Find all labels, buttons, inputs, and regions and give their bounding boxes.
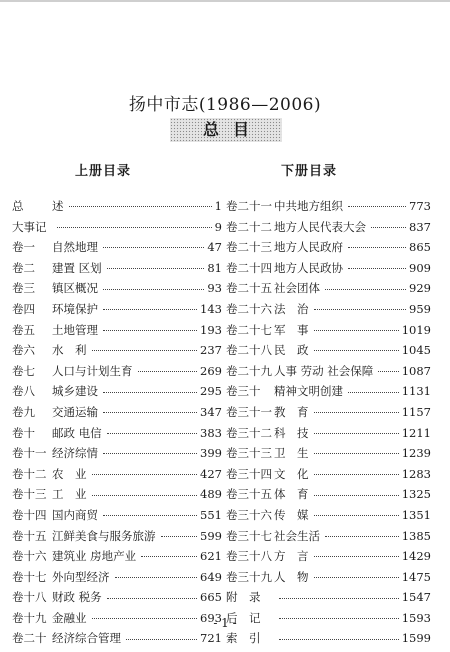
toc-volume-label: 卷二十五 <box>226 281 272 296</box>
toc-right-list <box>226 196 431 649</box>
toc-leader-dots <box>279 638 399 640</box>
toc-leader-dots <box>126 638 197 640</box>
toc-leader-dots <box>378 370 398 372</box>
toc-volume-label: 卷二 <box>12 260 35 275</box>
toc-volume-label: 卷二十六 <box>226 301 272 316</box>
toc-entry-title: 精神文明创建 <box>274 384 343 399</box>
toc-entry-title: 体 育 <box>274 487 309 502</box>
toc-volume-label: 卷三十九 <box>226 569 272 584</box>
toc-entry <box>12 381 222 402</box>
toc-page-number: 237 <box>200 343 222 358</box>
toc-page-number: 1045 <box>401 343 431 358</box>
toc-leader-dots <box>325 288 406 290</box>
toc-volume-label: 卷五 <box>12 322 35 337</box>
toc-page-number: 1351 <box>401 507 431 522</box>
toc-entry-title: 自然地理 <box>52 240 98 255</box>
toc-page-number: 399 <box>200 446 222 461</box>
toc-entry <box>12 196 222 217</box>
toc-entry <box>12 423 222 444</box>
toc-page-number: 1019 <box>401 322 431 337</box>
toc-page-number: 1239 <box>401 446 431 461</box>
toc-page-number: 1547 <box>401 590 431 605</box>
toc-page-number: 1429 <box>401 549 431 564</box>
toc-volume-label: 卷十七 <box>12 569 47 584</box>
toc-entry <box>12 340 222 361</box>
toc-volume-label: 卷三十一 <box>226 404 272 419</box>
toc-entry <box>12 402 222 423</box>
toc-entry-title: 人口与计划生育 <box>52 363 133 378</box>
toc-entry-title: 科 技 <box>274 425 309 440</box>
toc-volume-label: 卷三十七 <box>226 528 272 543</box>
toc-page-number: 1475 <box>401 569 431 584</box>
toc-volume-label: 卷十四 <box>12 507 47 522</box>
toc-volume-label: 附 录 <box>226 590 261 605</box>
book-title: 扬中市志(1986—2006) <box>128 95 322 115</box>
toc-entry <box>12 628 222 649</box>
toc-page-number: 665 <box>200 590 222 605</box>
toc-page-number: 295 <box>200 384 222 399</box>
toc-page-number: 269 <box>200 363 222 378</box>
toc-left-list <box>12 196 222 649</box>
toc-volume-label: 卷八 <box>12 384 35 399</box>
toc-entry <box>226 567 431 588</box>
toc-entry <box>12 546 222 567</box>
toc-volume-label: 卷十三 <box>12 487 47 502</box>
toc-entry <box>226 320 431 341</box>
toc-entry-title: 经济综合管理 <box>52 631 121 646</box>
toc-volume-label: 卷十九 <box>12 610 47 625</box>
toc-leader-dots <box>348 267 406 269</box>
toc-entry-title: 工 业 <box>52 487 87 502</box>
toc-page-number: 621 <box>200 549 222 564</box>
toc-leader-dots <box>161 535 198 537</box>
toc-leader-dots <box>314 576 399 578</box>
toc-entry <box>226 423 431 444</box>
toc-entry <box>12 443 222 464</box>
toc-entry <box>12 587 222 608</box>
toc-entry <box>12 258 222 279</box>
toc-entry <box>226 258 431 279</box>
toc-entry-title: 教 育 <box>274 404 309 419</box>
toc-entry <box>12 237 222 258</box>
toc-page-number: 193 <box>200 322 222 337</box>
toc-entry <box>226 484 431 505</box>
toc-entry-title: 江鲜美食与服务旅游 <box>52 528 156 543</box>
toc-entry <box>226 628 431 649</box>
toc-leader-dots <box>69 205 212 207</box>
toc-volume-label: 卷二十二 <box>226 219 272 234</box>
toc-volume-label: 卷二十四 <box>226 260 272 275</box>
toc-entry-title: 镇区概况 <box>52 281 98 296</box>
toc-entry <box>226 361 431 382</box>
toc-entry-title: 人事 劳动 社会保障 <box>274 363 374 378</box>
toc-entry-title: 建筑业 房地产业 <box>52 549 137 564</box>
toc-entry <box>12 484 222 505</box>
toc-entry-title: 述 <box>52 199 64 213</box>
toc-leader-dots <box>314 308 407 310</box>
toc-entry <box>12 505 222 526</box>
toc-page-number: 721 <box>200 631 222 646</box>
toc-page-number: 47 <box>207 240 222 255</box>
toc-volume-label: 卷六 <box>12 343 35 358</box>
toc-page-number: 909 <box>409 260 431 275</box>
toc-leader-dots <box>115 576 198 578</box>
toc-entry <box>226 196 431 217</box>
toc-page-number: 81 <box>207 260 222 275</box>
toc-entry <box>226 526 431 547</box>
main-title: 总目 <box>170 118 282 142</box>
toc-entry-title: 卫 生 <box>274 446 309 461</box>
page-number: - 1 - <box>213 616 237 630</box>
toc-leader-dots <box>92 494 198 496</box>
right-column-heading: 下册目录 <box>280 164 337 179</box>
toc-leader-dots <box>107 267 205 269</box>
toc-volume-label: 卷十五 <box>12 528 47 543</box>
toc-page-number: 1325 <box>401 487 431 502</box>
toc-entry-title: 人 物 <box>274 569 309 584</box>
toc-entry <box>12 526 222 547</box>
toc-entry-title: 地方人民代表大会 <box>274 219 366 234</box>
toc-leader-dots <box>141 555 197 557</box>
toc-entry-title: 建置 区划 <box>52 260 102 275</box>
toc-leader-dots <box>103 308 197 310</box>
toc-volume-label: 卷三十三 <box>226 446 272 461</box>
toc-entry <box>12 217 222 238</box>
toc-entry-title: 社会生活 <box>274 528 320 543</box>
toc-volume-label: 卷三 <box>12 281 35 296</box>
left-column-heading: 上册目录 <box>74 164 131 179</box>
toc-volume-label: 卷二十 <box>12 631 47 646</box>
toc-page-number: 1283 <box>401 466 431 481</box>
toc-entry-title: 文 化 <box>274 466 309 481</box>
toc-leader-dots <box>314 349 399 351</box>
toc-volume-label: 卷二十七 <box>226 322 272 337</box>
toc-leader-dots <box>314 411 399 413</box>
toc-page-number: 693 <box>200 610 222 625</box>
toc-leader-dots <box>103 288 204 290</box>
toc-leader-dots <box>314 514 399 516</box>
toc-volume-label: 卷三十 <box>226 384 261 399</box>
toc-leader-dots <box>314 432 399 434</box>
toc-leader-dots <box>314 329 399 331</box>
toc-leader-dots <box>371 226 406 228</box>
toc-volume-label: 卷十八 <box>12 590 47 605</box>
toc-entry-title: 社会团体 <box>274 281 320 296</box>
toc-entry-title: 地方人民政协 <box>274 260 343 275</box>
toc-entry <box>226 340 431 361</box>
toc-entry <box>226 278 431 299</box>
toc-entry <box>226 237 431 258</box>
toc-page-number: 773 <box>409 199 431 213</box>
toc-volume-label: 卷九 <box>12 404 35 419</box>
toc-volume-label: 卷三十八 <box>226 549 272 564</box>
toc-leader-dots <box>103 329 197 331</box>
toc-page-number: 1157 <box>401 404 431 419</box>
toc-volume-label: 卷十六 <box>12 549 47 564</box>
toc-entry-title: 法 治 <box>274 301 309 316</box>
toc-entry-title: 金融业 <box>52 610 87 625</box>
toc-entry-title: 财政 税务 <box>52 590 102 605</box>
toc-leader-dots <box>57 226 212 228</box>
toc-volume-label: 卷三十五 <box>226 487 272 502</box>
toc-leader-dots <box>103 411 197 413</box>
toc-entry <box>12 320 222 341</box>
toc-page-number: 489 <box>200 487 222 502</box>
toc-entry <box>226 505 431 526</box>
toc-volume-label: 大事记 <box>12 219 47 234</box>
toc-leader-dots <box>103 452 197 454</box>
toc-page-number: 143 <box>200 301 222 316</box>
toc-leader-dots <box>348 246 406 248</box>
toc-volume-label: 总 <box>12 199 24 213</box>
toc-page-number: 9 <box>214 219 222 234</box>
toc-entry-title: 传 媒 <box>274 507 309 522</box>
toc-entry-title: 中共地方组织 <box>274 199 343 213</box>
toc-leader-dots <box>107 432 197 434</box>
toc-entry-title: 民 政 <box>274 343 309 358</box>
toc-entry-title: 农 业 <box>52 466 87 481</box>
toc-page-number: 865 <box>409 240 431 255</box>
toc-entry-title: 地方人民政府 <box>274 240 343 255</box>
toc-page-number: 347 <box>200 404 222 419</box>
toc-page-number: 1 <box>214 199 222 213</box>
toc-entry-title: 土地管理 <box>52 322 98 337</box>
toc-volume-label: 卷四 <box>12 301 35 316</box>
toc-page-number: 1599 <box>401 631 431 646</box>
toc-entry <box>226 217 431 238</box>
toc-entry-title: 水 利 <box>52 343 87 358</box>
toc-entry-title: 国内商贸 <box>52 507 98 522</box>
toc-entry <box>226 464 431 485</box>
toc-volume-label: 卷十一 <box>12 446 47 461</box>
toc-leader-dots <box>103 246 204 248</box>
toc-entry-title: 军 事 <box>274 322 309 337</box>
toc-volume-label: 卷二十三 <box>226 240 272 255</box>
toc-volume-label: 卷二十一 <box>226 199 272 213</box>
toc-page-number: 599 <box>200 528 222 543</box>
toc-entry <box>12 278 222 299</box>
toc-leader-dots <box>279 597 399 599</box>
toc-page-number: 1385 <box>401 528 431 543</box>
toc-volume-label: 索 引 <box>226 631 261 646</box>
toc-leader-dots <box>138 370 198 372</box>
toc-volume-label: 卷二十八 <box>226 343 272 358</box>
toc-volume-label: 卷十 <box>12 425 35 440</box>
toc-page-number: 1087 <box>401 363 431 378</box>
toc-entry <box>226 443 431 464</box>
toc-page-number: 837 <box>409 219 431 234</box>
toc-page-number: 551 <box>200 507 222 522</box>
toc-entry-title: 邮政 电信 <box>52 425 102 440</box>
toc-entry <box>12 361 222 382</box>
toc-entry <box>226 299 431 320</box>
toc-page-number: 1593 <box>401 610 431 625</box>
toc-leader-dots <box>103 514 197 516</box>
toc-page-number: 93 <box>207 281 222 296</box>
toc-entry <box>12 567 222 588</box>
toc-page-number: 427 <box>200 466 222 481</box>
toc-entry-title: 方 言 <box>274 549 309 564</box>
toc-volume-label: 卷三十六 <box>226 507 272 522</box>
toc-entry <box>12 464 222 485</box>
toc-page-number: 383 <box>200 425 222 440</box>
toc-page-number: 649 <box>200 569 222 584</box>
toc-volume-label: 卷七 <box>12 363 35 378</box>
toc-entry-title: 环境保护 <box>52 301 98 316</box>
toc-entry-title: 城乡建设 <box>52 384 98 399</box>
toc-page-number: 1131 <box>401 384 431 399</box>
toc-entry <box>12 299 222 320</box>
toc-leader-dots <box>103 391 197 393</box>
toc-entry-title: 经济综情 <box>52 446 98 461</box>
toc-entry <box>226 402 431 423</box>
toc-leader-dots <box>92 473 198 475</box>
toc-leader-dots <box>107 597 197 599</box>
toc-entry-title: 交通运输 <box>52 404 98 419</box>
toc-leader-dots <box>348 391 399 393</box>
toc-volume-label: 卷三十二 <box>226 425 272 440</box>
toc-leader-dots <box>314 555 399 557</box>
toc-entry <box>226 381 431 402</box>
toc-volume-label: 卷二十九 <box>226 363 272 378</box>
page-top-rule <box>0 0 450 2</box>
toc-volume-label: 卷三十四 <box>226 466 272 481</box>
toc-leader-dots <box>314 494 399 496</box>
toc-leader-dots <box>314 473 399 475</box>
toc-page-number: 1211 <box>401 425 431 440</box>
toc-volume-label: 卷一 <box>12 240 35 255</box>
toc-leader-dots <box>348 205 406 207</box>
toc-volume-label: 卷十二 <box>12 466 47 481</box>
toc-leader-dots <box>92 349 198 351</box>
toc-entry <box>226 587 431 608</box>
toc-entry-title: 外向型经济 <box>52 569 110 584</box>
toc-leader-dots <box>314 452 399 454</box>
toc-page-number: 929 <box>409 281 431 296</box>
toc-page-number: 959 <box>409 301 431 316</box>
toc-entry <box>226 546 431 567</box>
toc-leader-dots <box>325 535 399 537</box>
toc-volume-label: 后 记 <box>226 610 261 625</box>
